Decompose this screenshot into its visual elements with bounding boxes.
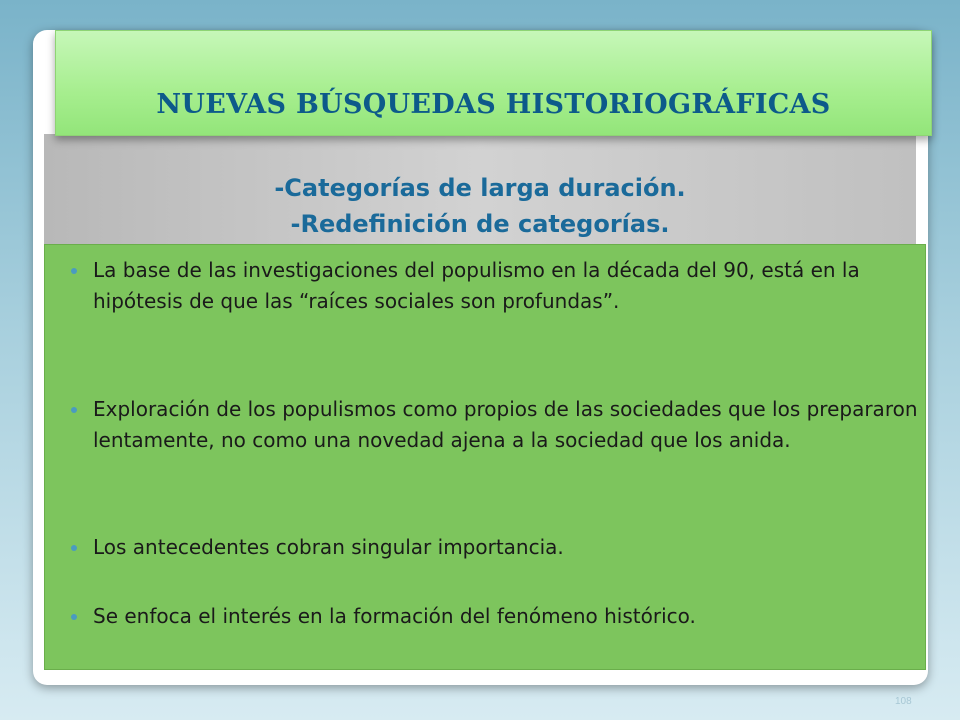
slide-title: NUEVAS BÚSQUEDAS HISTORIOGRÁFICAS: [156, 89, 831, 120]
title-banner: [55, 30, 932, 136]
page-number: 108: [895, 696, 912, 707]
bullet-text: Se enfoca el interés en la formación del fenómeno histórico.: [93, 604, 696, 628]
bullet-text: La base de las investigaciones del populismo en la década del 90, está en la hipótesis de que las “raíces sociales son profundas”.: [93, 258, 860, 313]
bullet-dot-icon: [71, 614, 77, 620]
bullet-item: [93, 601, 918, 632]
bullet-dot-icon: [71, 545, 77, 551]
bullet-item: [93, 394, 918, 456]
subtitle-banner: [44, 134, 916, 246]
bullet-dot-icon: [71, 268, 77, 274]
subtitle-line-1: -Categorías de larga duración.: [274, 174, 686, 202]
content-box: [44, 244, 926, 670]
bullet-text: Los antecedentes cobran singular importancia.: [93, 535, 564, 559]
subtitle-line-2: -Redefinición de categorías.: [290, 210, 670, 238]
bullet-dot-icon: [71, 407, 77, 413]
bullet-item: [93, 255, 918, 317]
bullet-item: [93, 532, 918, 563]
bullet-text: Exploración de los populismos como propios de las sociedades que los prepararon lentamente, no como una novedad ajena a la sociedad que los anida.: [93, 397, 918, 452]
